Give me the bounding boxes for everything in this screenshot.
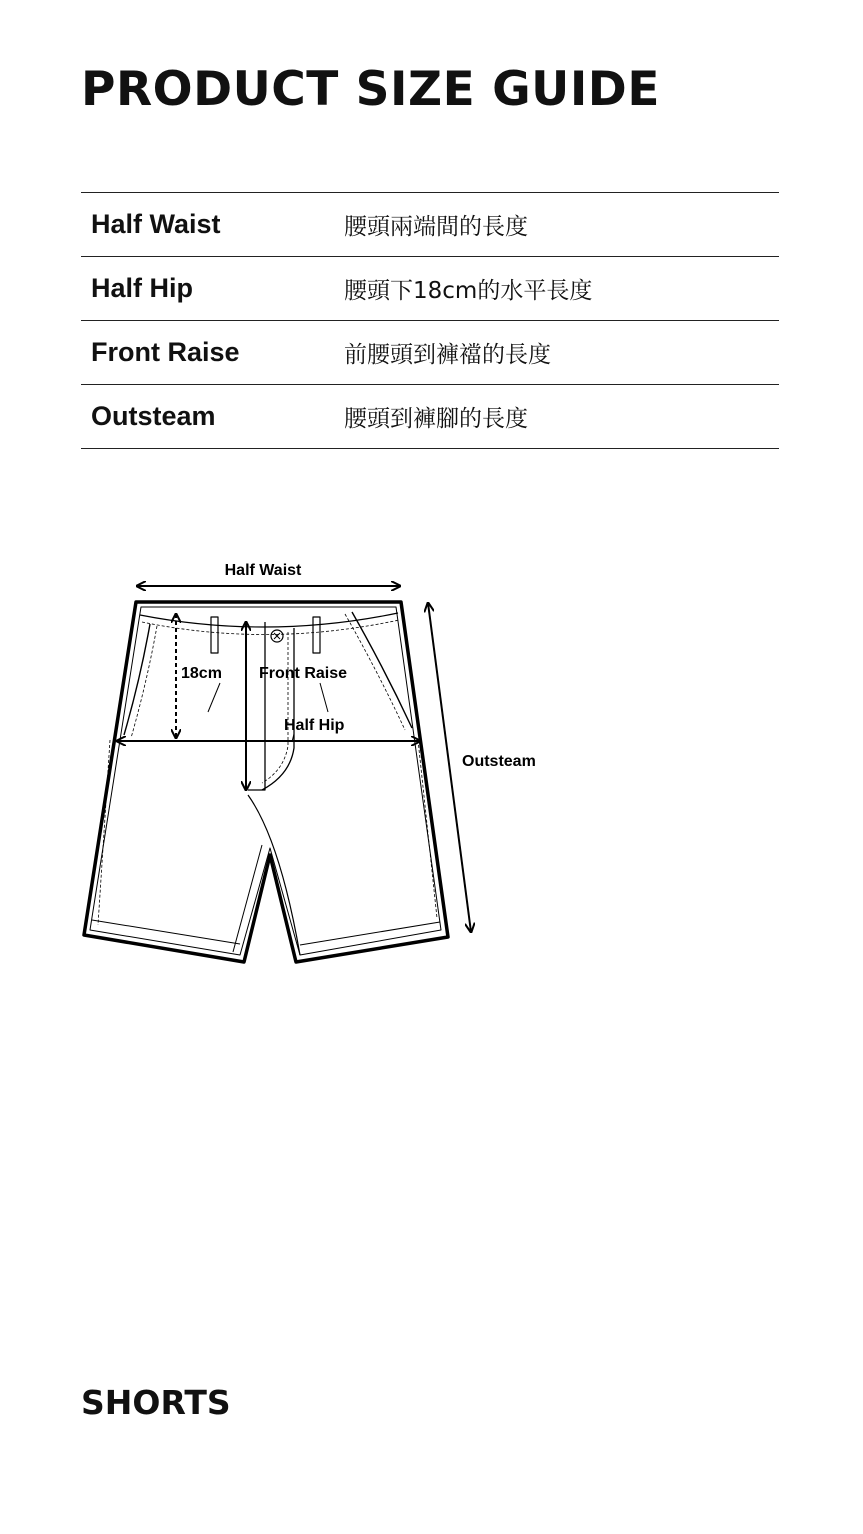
label-front-raise: Front Raise — [259, 665, 348, 682]
table-row — [81, 257, 779, 321]
belt-loop — [211, 617, 218, 653]
label-eighteen-cm: 18cm — [181, 665, 222, 682]
belt-loop — [313, 617, 320, 653]
size-guide-table — [81, 192, 779, 449]
label-outsteam: Outsteam — [462, 753, 536, 770]
row-term: Half Hip — [91, 273, 194, 303]
label-half-waist: Half Waist — [224, 562, 302, 579]
row-description: 前腰頭到褲襠的長度 — [344, 342, 551, 368]
row-description: 腰頭下18cm的水平長度 — [344, 278, 593, 304]
label-half-hip: Half Hip — [284, 717, 345, 734]
eighteen-cm-leader — [208, 683, 220, 712]
button-cross — [274, 633, 280, 639]
right-pocket — [352, 612, 412, 728]
row-term: Outsteam — [91, 401, 216, 431]
front-raise-leader — [320, 683, 328, 712]
row-description: 腰頭兩端間的長度 — [344, 214, 528, 240]
shorts-outline — [84, 602, 448, 962]
table-row — [81, 193, 779, 257]
fly-seam — [248, 622, 265, 790]
fly-stitch-inner — [262, 632, 288, 783]
table-row — [81, 385, 779, 449]
row-term: Front Raise — [91, 337, 240, 367]
shorts-measurement-diagram — [0, 540, 863, 990]
row-description: 腰頭到褲腳的長度 — [344, 406, 528, 432]
row-term: Half Waist — [91, 209, 221, 239]
table-row — [81, 321, 779, 385]
right-pocket-stitch — [345, 614, 405, 730]
page-title: PRODUCT SIZE GUIDE — [81, 62, 660, 117]
shorts-illustration — [84, 602, 448, 962]
left-pocket — [124, 624, 150, 735]
category-label: SHORTS — [81, 1383, 231, 1422]
fly-stitch — [262, 628, 294, 790]
